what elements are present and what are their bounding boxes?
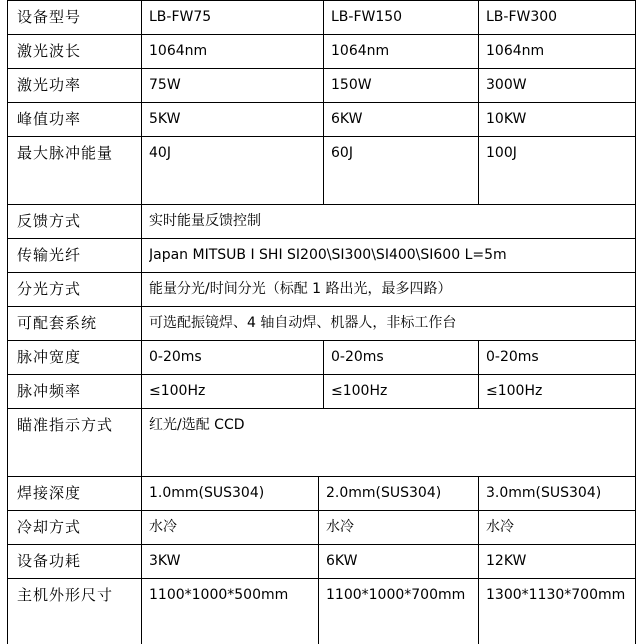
column-divider — [635, 0, 636, 644]
table-cell: 0-20ms — [486, 349, 539, 365]
table-cell: 3KW — [149, 553, 181, 569]
row-label: 激光波长 — [17, 42, 82, 60]
table-cell-merged: 能量分光/时间分光（标配 1 路出光，最多四路） — [149, 281, 452, 297]
row-label: 可配套系统 — [17, 314, 98, 332]
row-divider — [7, 0, 635, 1]
column-divider — [478, 340, 479, 408]
row-label: 脉冲宽度 — [17, 348, 82, 366]
row-label: 峰值功率 — [17, 110, 82, 128]
row-divider — [7, 510, 635, 511]
table-cell: ≤100Hz — [331, 383, 388, 399]
table-cell: 10KW — [486, 111, 527, 127]
row-divider — [7, 374, 635, 375]
table-cell: 1300*1130*700mm — [486, 587, 626, 603]
table-cell: 水冷 — [326, 519, 354, 535]
column-divider — [478, 476, 479, 644]
row-label: 焊接深度 — [17, 484, 82, 502]
column-divider — [478, 0, 479, 204]
row-label: 脉冲频率 — [17, 382, 82, 400]
row-label: 设备功耗 — [17, 552, 82, 570]
table-cell: 40J — [149, 145, 171, 161]
row-divider — [7, 68, 635, 69]
table-cell-merged: Japan MITSUB I SHI SI200\SI300\SI400\SI600 L=5m — [149, 247, 507, 263]
row-divider — [7, 272, 635, 273]
table-cell: 150W — [331, 77, 372, 93]
table-cell-merged: 实时能量反馈控制 — [149, 213, 261, 229]
table-cell: 1064nm — [149, 43, 208, 59]
column-divider — [323, 0, 324, 204]
row-label: 分光方式 — [17, 280, 82, 298]
row-divider — [7, 102, 635, 103]
table-cell: 水冷 — [149, 519, 177, 535]
table-cell: 1100*1000*700mm — [326, 587, 466, 603]
row-label: 最大脉冲能量 — [17, 144, 114, 162]
row-divider — [7, 204, 635, 205]
table-cell: 0-20ms — [149, 349, 202, 365]
column-divider — [141, 0, 142, 644]
table-cell: LB-FW150 — [331, 9, 403, 25]
row-label: 冷却方式 — [17, 518, 82, 536]
row-divider — [7, 544, 635, 545]
table-cell: LB-FW300 — [486, 9, 558, 25]
table-cell: 1100*1000*500mm — [149, 587, 289, 603]
row-divider — [7, 136, 635, 137]
table-cell: 60J — [331, 145, 353, 161]
table-cell: 300W — [486, 77, 527, 93]
table-cell: 12KW — [486, 553, 527, 569]
table-cell: 6KW — [326, 553, 358, 569]
table-cell: 100J — [486, 145, 517, 161]
row-label: 反馈方式 — [17, 212, 82, 230]
row-label: 主机外形尺寸 — [17, 586, 114, 604]
table-cell: 75W — [149, 77, 181, 93]
table-cell-merged: 红光/选配 CCD — [149, 417, 245, 433]
table-cell: 1064nm — [331, 43, 390, 59]
row-divider — [7, 340, 635, 341]
table-cell: 1064nm — [486, 43, 545, 59]
table-cell: 1.0mm(SUS304) — [149, 485, 265, 501]
row-divider — [7, 306, 635, 307]
column-divider — [318, 476, 319, 644]
table-cell: 2.0mm(SUS304) — [326, 485, 442, 501]
row-label: 设备型号 — [17, 8, 82, 26]
table-cell: LB-FW75 — [149, 9, 212, 25]
row-label: 激光功率 — [17, 76, 82, 94]
column-divider — [323, 340, 324, 408]
row-label: 传输光纤 — [17, 246, 82, 264]
table-cell-merged: 可选配振镜焊、4 轴自动焊、机器人，非标工作台 — [149, 315, 457, 331]
table-cell: 水冷 — [486, 519, 514, 535]
row-divider — [7, 238, 635, 239]
row-divider — [7, 34, 635, 35]
column-divider — [7, 0, 8, 644]
table-cell: 6KW — [331, 111, 363, 127]
table-cell: 0-20ms — [331, 349, 384, 365]
row-divider — [7, 408, 635, 409]
table-cell: 5KW — [149, 111, 181, 127]
row-label: 瞄准指示方式 — [17, 416, 114, 434]
table-cell: 3.0mm(SUS304) — [486, 485, 602, 501]
table-cell: ≤100Hz — [149, 383, 206, 399]
row-divider — [7, 578, 635, 579]
row-divider — [7, 476, 635, 477]
table-cell: ≤100Hz — [486, 383, 543, 399]
